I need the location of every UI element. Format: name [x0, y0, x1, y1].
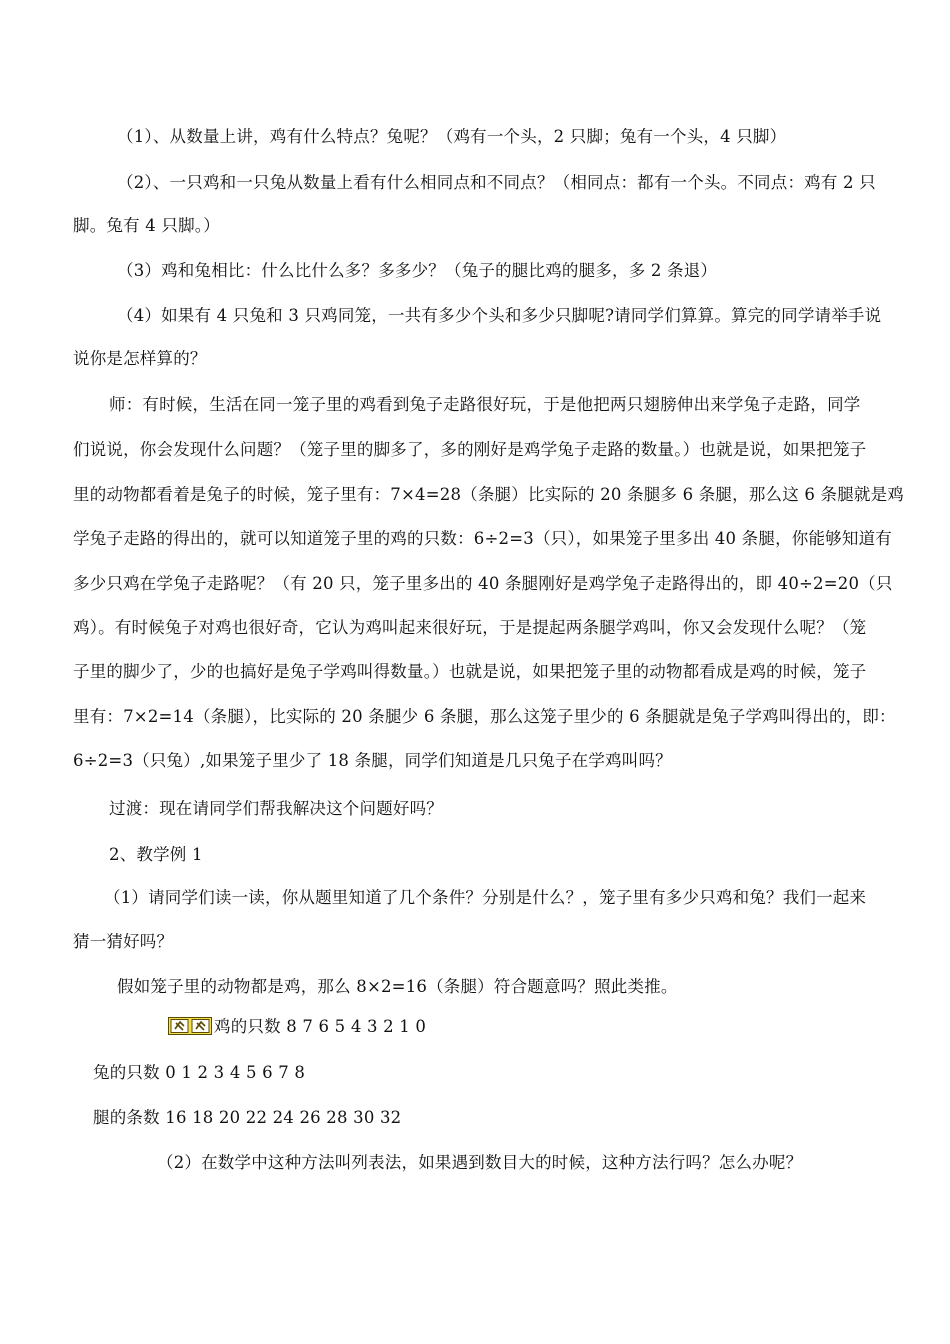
text-line-14: 里有：7×2=14（条腿），比实际的 20 条腿少 6 条腿，那么这笼子里少的 6 条腿就是兔子学鸡叫得出的，即：: [73, 707, 896, 726]
table-row-chicken: [0, 1015, 950, 1039]
text-line-8: 们说说，你会发现什么问题？（笼子里的脚多了，多的刚好是鸡学兔子走路的数量。）也就是说，如果把笼子: [73, 440, 867, 459]
text-line-11: 多少只鸡在学兔子走路呢？（有 20 只，笼子里多出的 40 条腿刚好是鸡学兔子走路得出的，即 40÷2=20（只: [73, 574, 893, 593]
text-line-4: （3）鸡和兔相比：什么比什么多？多多少？（兔子的腿比鸡的腿多，多 2 条退）: [117, 261, 718, 280]
text-line-3: 脚。兔有 4 只脚。）: [73, 216, 220, 235]
text-line-1: （1）、从数量上讲，鸡有什么特点？兔呢？（鸡有一个头，2 只脚；兔有一个头，4 只脚）: [117, 127, 787, 146]
text-line-18: （1）请同学们读一读，你从题里知道了几个条件？分别是什么？，笼子里有多少只鸡和兔？我们一起来: [104, 888, 867, 907]
text-line-7: 师：有时候，生活在同一笼子里的鸡看到兔子走路很好玩，于是他把两只翅膀伸出来学兔子走路，同学: [109, 395, 861, 414]
text-line-16: 过渡：现在请同学们帮我解决这个问题好吗？: [109, 799, 443, 818]
text-line-2: （2）、一只鸡和一只兔从数量上看有什么相同点和不同点？（相同点：都有一个头。不同点：鸡有 2 只: [117, 173, 876, 192]
text-line-20: 假如笼子里的动物都是鸡，那么 8×2=16（条腿）符合题意吗？照此类推。: [117, 977, 678, 996]
text-line-12: 鸡）。有时候兔子对鸡也很好奇，它认为鸡叫起来很好玩，于是提起两条腿学鸡叫，你又会发现什么呢？（笼: [73, 618, 867, 637]
text-line-6: 说你是怎样算的？: [73, 349, 207, 368]
table-row-legs: 腿的条数 16 18 20 22 24 26 28 30 32: [93, 1108, 402, 1127]
text-line-15: 6÷2=3（只兔）,如果笼子里少了 18 条腿，同学们知道是几只兔子在学鸡叫吗？: [73, 751, 672, 770]
text-line-5: （4）如果有 4 只兔和 3 只鸡同笼，一共有多少个头和多少只脚呢?请同学们算算。算完的同学请举手说: [117, 306, 882, 325]
text-line-13: 子里的脚少了，少的也搞好是兔子学鸡叫得数量。）也就是说，如果把笼子里的动物都看成是鸡的时候，笼子: [73, 662, 867, 681]
text-line-10: 学兔子走路的得出的，就可以知道笼子里的鸡的只数：6÷2=3（只），如果笼子里多出 40 条腿，你能够知道有: [73, 529, 892, 548]
text-line-24: （2）在数学中这种方法叫列表法，如果遇到数目大的时候，这种方法行吗？怎么办呢？: [157, 1153, 803, 1172]
text-line-9: 里的动物都看着是兔子的时候，笼子里有：7×4=28（条腿）比实际的 20 条腿多 6 条腿，那么这 6 条腿就是鸡: [73, 485, 905, 504]
table-row-rabbit: 兔的只数 0 1 2 3 4 5 6 7 8: [93, 1063, 306, 1082]
text-line-17: 2、教学例 1: [109, 845, 203, 864]
embedded-object-icon: [168, 1017, 212, 1035]
chicken-count-row: 鸡的只数 8 7 6 5 4 3 2 1 0: [214, 1017, 427, 1036]
text-line-19: 猜一猜好吗？: [73, 932, 174, 951]
